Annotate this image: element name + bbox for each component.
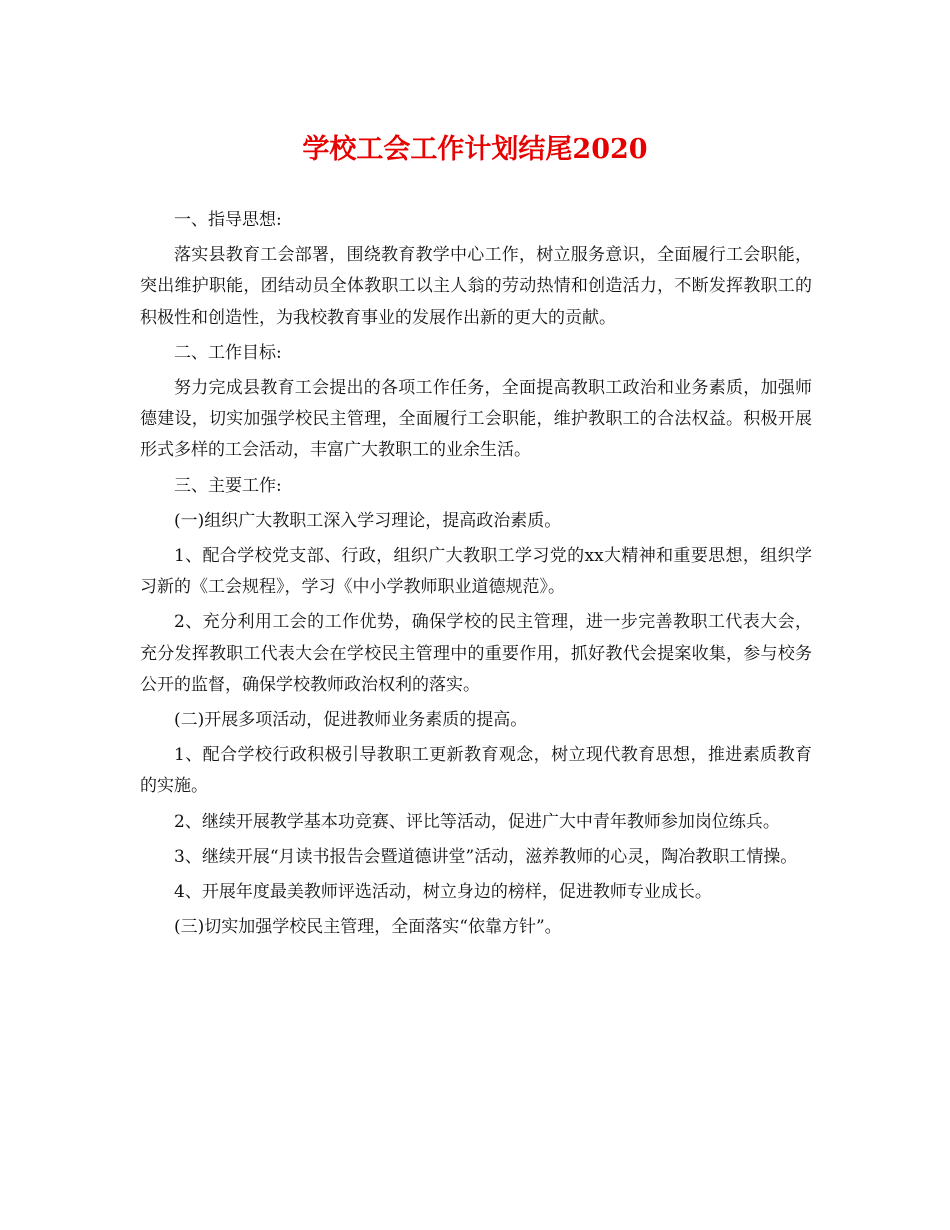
list-item: 1、配合学校党支部、行政，组织广大教职工学习党的xx大精神和重要思想，组织学习新的《工会规程》，学习《中小学教师职业道德规范》。 [140,546,812,598]
list-item: 3、继续开展“月读书报告会暨道德讲堂”活动，滋养教师的心灵，陶冶教职工情操。 [174,846,798,867]
list-item: 1、配合学校行政积极引导教职工更新教育观念，树立现代教育思想，推进素质教育的实施。 [140,745,812,797]
document-title: 学校工会工作计划结尾2020 [302,134,648,165]
list-item: 2、充分利用工会的工作优势，确保学校的民主管理，进一步完善教职工代表大会，充分发挥教职工代表大会在学校民主管理中的重要作用，抓好教代会提案收集，参与校务公开的监督，确保学校教师政治权利的落实。 [140,612,812,695]
heading-guiding-ideology: 一、指导思想: [174,210,282,230]
paragraph: 努力完成县教育工会提出的各项工作任务，全面提高教职工政治和业务素质，加强师德建设，切实加强学校民主管理，全面履行工会职能，维护教职工的合法权益。积极开展形式多样的工会活动，丰富广大教职工的业余生活。 [140,378,812,461]
heading-work-goals: 二、工作目标: [174,342,282,363]
paragraph: 落实县教育工会部署，围绕教育教学中心工作，树立服务意识，全面履行工会职能，突出维护职能，团结动员全体教职工以主人翁的劳动热情和创造活力，不断发挥教职工的积极性和创造性，为我校教育事业的发展作出新的更大的贡献。 [140,245,812,328]
subheading-item: (一)组织广大教职工深入学习理论，提高政治素质。 [174,510,562,531]
document-body [140,205,812,947]
heading-main-work: 三、主要工作: [174,475,282,496]
subheading-item: (二)开展多项活动，促进教师业务素质的提高。 [174,710,528,731]
list-item: 2、继续开展教学基本功竞赛、评比等活动，促进广大中青年教师参加岗位练兵。 [174,811,780,832]
list-item: 4、开展年度最美教师评选活动，树立身边的榜样，促进教师专业成长。 [174,882,712,903]
subheading-item: (三)切实加强学校民主管理，全面落实“依靠方针”。 [174,917,562,938]
